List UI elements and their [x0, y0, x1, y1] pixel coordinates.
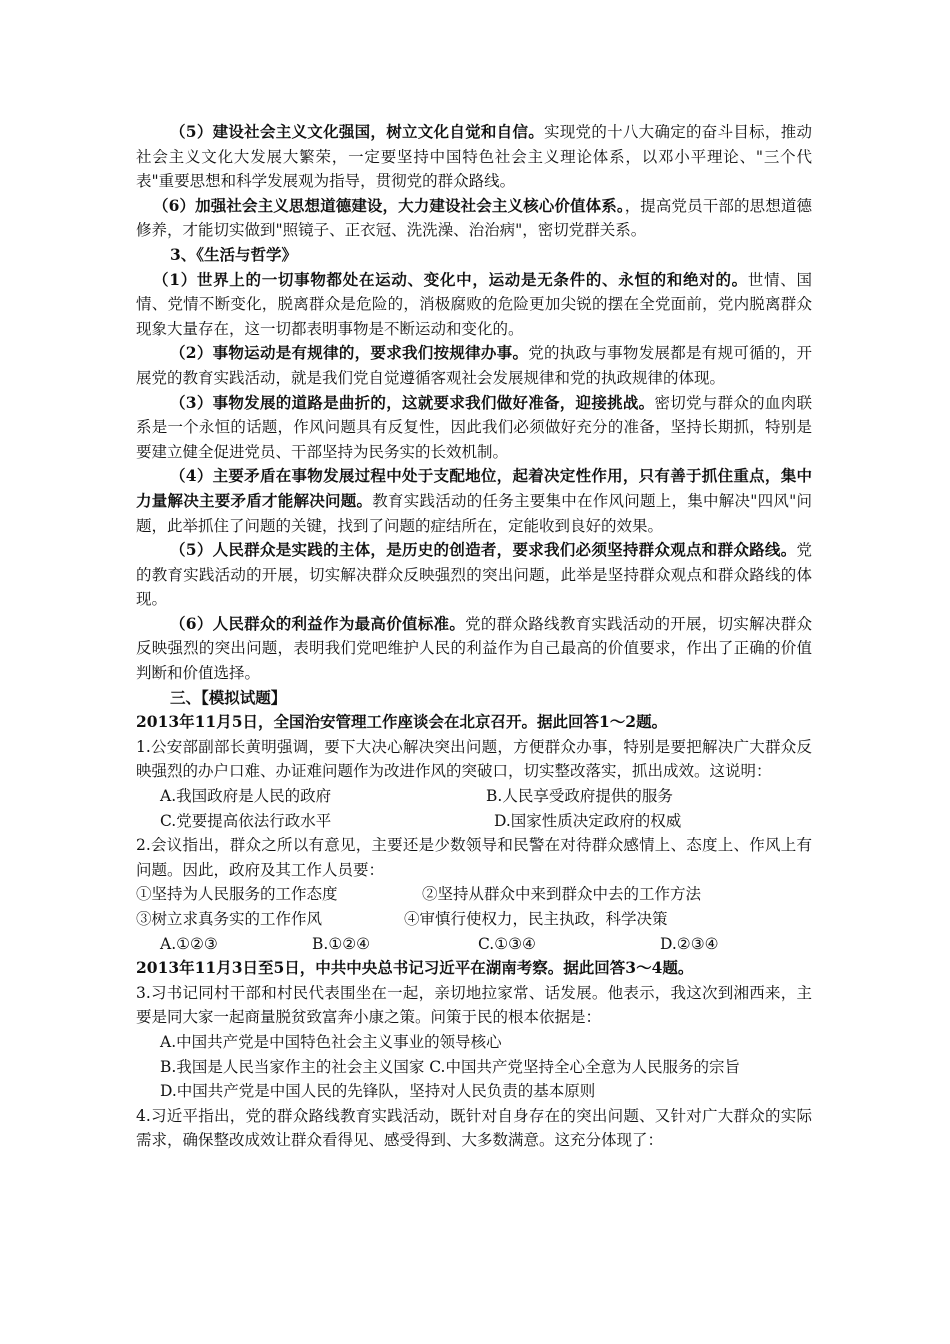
question-3-option-a[interactable]: A.中国共产党是中国特色社会主义事业的领导核心 [160, 1032, 502, 1051]
question-4-stem: 4.习近平指出，党的群众路线教育实践活动，既针对自身存在的突出问题、又针对广大群众的实际需求，确保整改成效让群众看得见、感受得到、大多数满意。这充分体现了： [136, 1106, 812, 1150]
mock-test-heading: 三、【模拟试题】 [170, 687, 287, 707]
philosophy-point-2 [136, 341, 812, 390]
question-2-options-row [136, 932, 812, 957]
question-2-option-d[interactable]: D.②③④ [660, 934, 719, 953]
question-1-option-a[interactable]: A.我国政府是人民的政府 [160, 787, 332, 806]
philosophy-point-3-body: 密切党与群众的血肉联系是一个永恒的话题，作风问题具有反复性，因此我们必须做好充分的准备，坚持长期抓，特别是要建立健全促进党员、干部坚持为民务实的长效机制。 [136, 393, 812, 461]
question-2-statement-4: ④审慎行使权力，民主执政，科学决策 [404, 910, 668, 928]
question-2-statement-2: ②坚持从群众中来到群众中去的工作方法 [422, 885, 702, 904]
question-3-stem: 3.习书记同村干部和村民代表围坐在一起，亲切地拉家常、话发展。他表示，我这次到湘西来，主要是同大家一起商量脱贫致富奔小康之策。问策于民的根本依据是： [136, 983, 812, 1027]
philosophy-point-6-body: 党的群众路线教育实践活动的开展，切实解决群众反映强烈的突出问题，表明我们党吧维护人民的利益作为自己最高的价值要求，作出了正确的价值判断和价值选择。 [136, 614, 812, 683]
philosophy-point-4-body: 教育实践活动的任务主要集中在作风问题上，集中解决"四风"问题，此举抓住了问题的关键，找到了问题的症结所在，定能收到良好的效果。 [136, 491, 812, 535]
question-1-stem: 1.公安部副部长黄明强调，要下大决心解决突出问题，方便群众办事，特别是要把解决广大群众反映强烈的办户口难、办证难问题作为改进作风的突破口，切实整改落实，抓出成效。这说明： [136, 737, 812, 781]
question-2-statements-row-2 [136, 907, 812, 932]
philosophy-point-3 [136, 391, 812, 465]
philosophy-point-5-title: （5）人民群众是实践的主体，是历史的创造者，要求我们必须坚持群众观点和群众路线。 [170, 540, 797, 560]
philosophy-point-6 [136, 612, 812, 686]
question-1-options-row-2 [136, 809, 812, 834]
document-page [136, 120, 812, 1153]
philosophy-heading: 3、《生活与哲学》 [170, 244, 298, 264]
question-2-option-a[interactable]: A.①②③ [160, 934, 218, 953]
philosophy-point-1 [136, 268, 812, 342]
culture-point-6-body: ，提高党员干部的思想道德修养，才能切实做到"照镜子、正衣冠、洗洗澡、治治病"，密切党群关系。 [136, 196, 812, 240]
question-3-option-d[interactable]: D.中国共产党是中国人民的先锋队，坚持对人民负责的基本原则 [160, 1082, 596, 1101]
philosophy-point-6-title: （6）人民群众的利益作为最高价值标准。 [170, 613, 466, 633]
philosophy-point-3-title: （3）事物发展的道路是曲折的，这就要求我们做好准备，迎接挑战。 [170, 392, 655, 412]
question-1-option-d[interactable]: D.国家性质决定政府的权威 [494, 811, 682, 830]
philosophy-point-5 [136, 538, 812, 612]
question-group-intro-2: 2013年11月3日至5日，中共中央总书记习近平在湖南考察。据此回答3～4题。 [136, 958, 694, 978]
philosophy-point-2-body: 党的执政与事物发展都是有规可循的，开展党的教育实践活动，就是我们党自觉遵循客观社会发展规律和党的执政规律的体现。 [136, 344, 812, 387]
question-group-intro-1: 2013年11月5日，全国治安管理工作座谈会在北京召开。据此回答1～2题。 [136, 712, 668, 732]
question-2-statement-1: ①坚持为人民服务的工作态度 [136, 885, 338, 904]
culture-point-5-body: 实现党的十八大确定的奋斗目标，推动社会主义文化大发展大繁荣，一定要坚持中国特色社会主义理论体系，以邓小平理论、"三个代表"重要思想和科学发展观为指导，贯彻党的群众路线。 [136, 123, 812, 191]
question-1-option-c[interactable]: C.党要提高依法行政水平 [160, 811, 332, 830]
question-2-stem: 2.会议指出，群众之所以有意见，主要还是少数领导和民警在对待群众感情上、态度上、作风上有问题。因此，政府及其工作人员要： [136, 836, 812, 879]
culture-point-5 [136, 120, 812, 194]
culture-point-5-title: （5）建设社会主义文化强国，树立文化自觉和自信。 [170, 122, 544, 141]
question-1-option-b[interactable]: B.人民享受政府提供的服务 [486, 787, 673, 806]
question-3-option-b-c[interactable]: B.我国是人民当家作主的社会主义国家 C.中国共产党坚持全心全意为人民服务的宗旨 [160, 1057, 740, 1076]
question-2-option-b[interactable]: B.①②④ [312, 934, 371, 953]
philosophy-point-1-title: （1）世界上的一切事物都处在运动、变化中，运动是无条件的、永恒的和绝对的。 [153, 269, 748, 289]
philosophy-point-1-body: 世情、国情、党情不断变化，脱离群众是危险的，消极腐败的危险更加尖锐的摆在全党面前，党内脱离群众现象大量存在，这一切都表明事物是不断运动和变化的。 [136, 270, 812, 338]
question-2-option-c[interactable]: C.①③④ [478, 934, 536, 953]
philosophy-point-5-body: 党的教育实践活动的开展，切实解决群众反映强烈的突出问题，此举是坚持群众观点和群众路线的体现。 [136, 541, 812, 609]
question-2-statement-3: ③树立求真务实的工作作风 [136, 910, 323, 928]
culture-point-6 [136, 194, 812, 243]
philosophy-point-2-title: （2）事物运动是有规律的，要求我们按规律办事。 [170, 343, 529, 363]
philosophy-point-4 [136, 464, 812, 538]
philosophy-point-4-title: （4）主要矛盾在事物发展过程中处于支配地位，起着决定性作用，只有善于抓住重点，集中力量解决主要矛盾才能解决问题。 [136, 466, 812, 510]
culture-point-6-title: （6）加强社会主义思想道德建设，大力建设社会主义核心价值体系。 [153, 195, 625, 215]
question-2-statements-row-1 [136, 882, 812, 907]
question-1-options-row-1 [136, 784, 812, 809]
